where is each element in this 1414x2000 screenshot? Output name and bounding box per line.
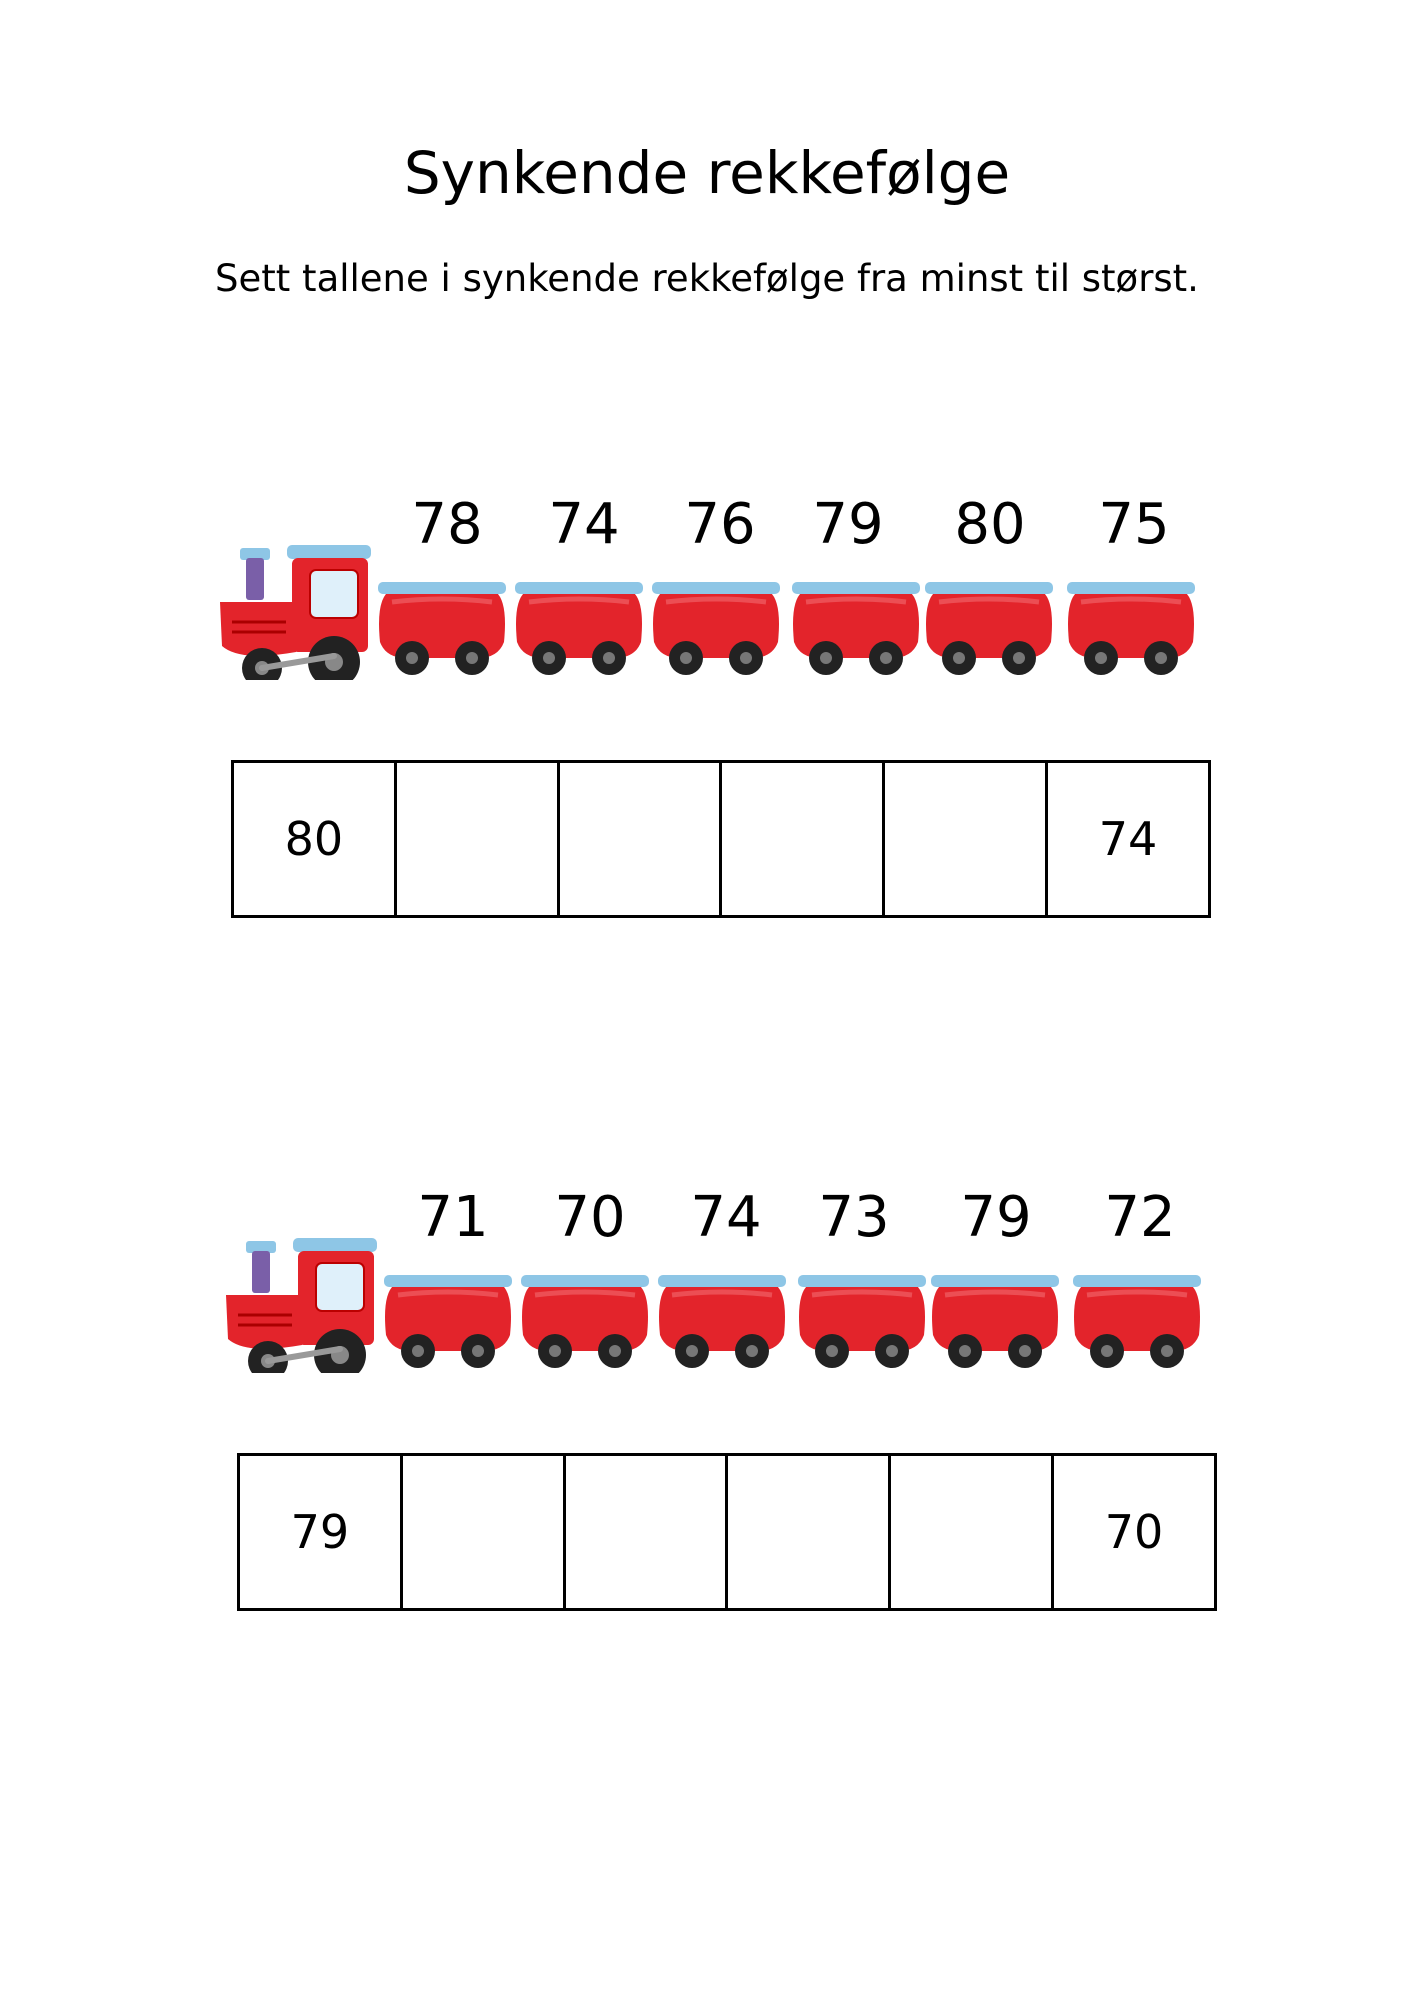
wagon <box>652 582 780 675</box>
answer-row <box>231 760 1211 918</box>
answer-row <box>237 1453 1217 1611</box>
wagon <box>515 582 643 675</box>
wagon-number: 78 <box>411 492 483 557</box>
wagon <box>378 582 506 675</box>
answer-cell[interactable] <box>722 763 885 915</box>
answer-cell[interactable] <box>397 763 560 915</box>
wagon <box>798 1275 926 1368</box>
answer-cell[interactable]: 74 <box>1098 812 1158 866</box>
wagon-number: 72 <box>1104 1185 1176 1250</box>
locomotive <box>226 1238 377 1373</box>
instruction-text: Sett tallene i synkende rekkefølge fra minst til størst. <box>215 257 1199 300</box>
answer-cell[interactable] <box>885 763 1048 915</box>
answer-cell[interactable] <box>560 763 723 915</box>
locomotive <box>220 545 371 680</box>
answer-cell[interactable]: 70 <box>1104 1505 1164 1559</box>
wagon-number: 74 <box>690 1185 762 1250</box>
exercise-2 <box>0 1183 1414 1623</box>
wagon-number: 70 <box>554 1185 626 1250</box>
wagon <box>384 1275 512 1368</box>
wagon-number: 74 <box>548 492 620 557</box>
wagon <box>658 1275 786 1368</box>
answer-cell[interactable]: 79 <box>240 1456 403 1608</box>
exercise-1 <box>0 490 1414 930</box>
wagon-number: 75 <box>1098 492 1170 557</box>
wagon <box>792 582 920 675</box>
wagon <box>1073 1275 1201 1368</box>
wagon <box>521 1275 649 1368</box>
answer-cell[interactable] <box>566 1456 729 1608</box>
wagon-number: 76 <box>684 492 756 557</box>
wagon-number: 79 <box>812 492 884 557</box>
answer-cell[interactable] <box>403 1456 566 1608</box>
wagon <box>925 582 1053 675</box>
wagon-number: 79 <box>960 1185 1032 1250</box>
page-title: Synkende rekkefølge <box>403 139 1011 207</box>
wagon-number: 71 <box>417 1185 489 1250</box>
wagon <box>1067 582 1195 675</box>
train-illustration <box>0 530 1414 680</box>
wagon-number: 80 <box>954 492 1026 557</box>
train-illustration <box>6 1223 1414 1373</box>
wagon-number: 73 <box>818 1185 890 1250</box>
answer-cell[interactable]: 80 <box>234 763 397 915</box>
answer-cell[interactable] <box>891 1456 1054 1608</box>
answer-cell[interactable] <box>728 1456 891 1608</box>
wagon <box>931 1275 1059 1368</box>
